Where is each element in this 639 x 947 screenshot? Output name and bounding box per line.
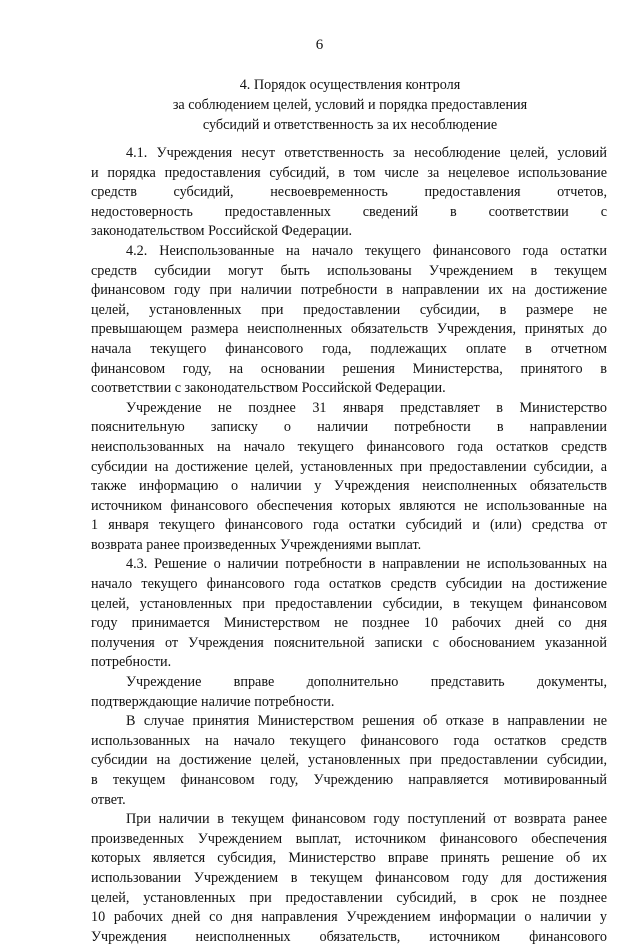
- text-line: потребности.: [91, 654, 172, 671]
- heading-line: 4. Порядок осуществления контроля: [239, 77, 461, 93]
- text-line: финансовом году, на основании решения Министерства, принятого в: [91, 360, 607, 377]
- text-line: соответствии с законодательством Российской Федерации.: [91, 380, 446, 397]
- paragraph-explanatory-note: [91, 399, 607, 556]
- text-line: средств субсидии могут быть использованы Учреждением в текущем: [91, 262, 607, 279]
- text-line: недостоверность предоставленных сведений в соответствии с: [91, 203, 607, 220]
- text-line: году принимается Министерством не позднее 10 рабочих дней со дня: [91, 615, 607, 632]
- paragraph-4-3: [91, 555, 607, 673]
- paragraph-refusal: [91, 712, 607, 810]
- text-line: возврата ранее произведенных Учреждениями выплат.: [91, 536, 422, 553]
- text-line: целей, установленных при предоставлении субсидии, в текущем финансовом: [91, 595, 607, 612]
- text-line: целей, установленных при предоставлении субсидии, в размере не: [91, 301, 607, 318]
- paragraph-additional-documents: [91, 673, 607, 712]
- page-number: 6: [315, 37, 324, 53]
- text-line: В случае принятия Министерством решения об отказе в направлении не: [126, 713, 607, 730]
- heading-line: за соблюдением целей, условий и порядка предоставления: [172, 96, 528, 113]
- text-line: неиспользованных на начало текущего финансового года остатков средств: [91, 438, 607, 455]
- text-line: также информацию о наличии у Учреждения неисполненных обязательств: [91, 478, 607, 495]
- text-line: и порядка предоставления субсидий, в том числе за нецелевое использование: [91, 164, 607, 181]
- text-line: подтверждающие наличие потребности.: [91, 693, 335, 710]
- text-line: получения от Учреждения пояснительной записки с обоснованием указанной: [91, 634, 607, 651]
- document-body: [91, 144, 607, 947]
- text-line: Учреждение вправе дополнительно представить документы,: [126, 674, 607, 691]
- text-line: субсидии на достижение целей, установленных при предоставлении субсидии,: [91, 752, 607, 769]
- text-line: 4.3. Решение о наличии потребности в направлении не использованных на: [126, 556, 607, 573]
- text-line: пояснительную записку о наличии потребности в направлении: [91, 419, 607, 436]
- text-line: 4.1. Учреждения несут ответственность за несоблюдение целей, условий: [126, 145, 607, 161]
- text-line: превышающем размера неисполненных обязательств Учреждения, принятых до: [91, 321, 607, 338]
- text-line: использовании Учреждением в текущем финансовом году для достижения: [91, 869, 607, 886]
- text-line: 1 января текущего финансового года остатки субсидий и (или) средства от: [91, 517, 607, 534]
- text-line: в текущем финансовом году, Учреждению направляется мотивированный: [91, 772, 607, 788]
- text-line: ответ.: [91, 791, 126, 808]
- text-line: целей, установленных при предоставлении субсидий, в срок не позднее: [91, 889, 607, 906]
- paragraph-returned-payments: [91, 810, 607, 947]
- text-line: законодательством Российской Федерации.: [91, 223, 353, 240]
- text-line: финансовом году при наличии потребности в направлении их на достижение: [91, 282, 607, 299]
- text-line: средств субсидий, несвоевременность предоставления отчетов,: [91, 184, 607, 201]
- section-heading: [90, 76, 610, 135]
- text-line: которых является субсидия, Министерство вправе принять решение об их: [91, 850, 607, 867]
- text-line: Учреждения неисполненных обязательств, источником финансового: [91, 928, 607, 945]
- paragraph-4-2: [91, 242, 607, 399]
- text-line: начало текущего финансового года остатков средств субсидии на достижение: [91, 576, 607, 593]
- text-line: 4.2. Неиспользованные на начало текущего финансового года остатки: [126, 242, 607, 259]
- text-line: субсидии на достижение целей, установленных при предоставлении субсидии, а: [91, 458, 607, 475]
- paragraph-4-1: [91, 144, 607, 242]
- text-line: использованных на начало текущего финансового года остатков средств: [91, 732, 607, 749]
- text-line: При наличии в текущем финансовом году поступлений от возврата ранее: [126, 811, 607, 828]
- text-line: Учреждение не позднее 31 января представляет в Министерство: [126, 399, 607, 416]
- text-line: произведенных Учреждением выплат, источником финансового обеспечения: [91, 830, 607, 847]
- heading-line: субсидий и ответственность за их несоблюдение: [202, 116, 498, 133]
- text-line: источником финансового обеспечения которых являются не использованные на: [91, 497, 607, 514]
- text-line: 10 рабочих дней со дня направления Учреждением информации о наличии у: [91, 909, 607, 926]
- text-line: начала текущего финансового года, подлежащих оплате в отчетном: [91, 340, 607, 357]
